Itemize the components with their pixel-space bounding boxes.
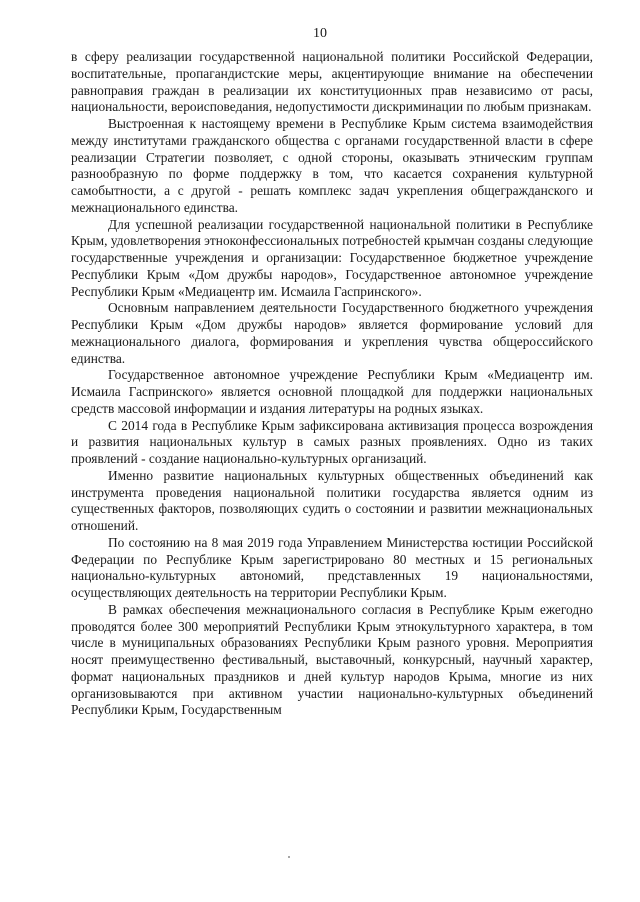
scan-speck [288,856,290,858]
document-body [71,49,593,719]
paragraph-3: Для успешной реализации государственной национальной политики в Республике Крым, удовлетворения этноконфессиональных потребностей крымчан созданы следующие государственные учреждения и организации: Государственное бюджетное учреждение Республики Крым «Дом дружбы народов», Государственное автономное учреждение Республики Крым «Медиацентр им. Исмаила Гаспринского». [71,216,593,299]
paragraph-4: Основным направлением деятельности Государственного бюджетного учреждения Республики Крым «Дом дружбы народов» является формирование условий для межнационального диалога, формирования и укрепления чувства общероссийского единства. [71,300,593,366]
page-number: 10 [313,26,327,41]
paragraph-5: Государственное автономное учреждение Республики Крым «Медиацентр им. Исмаила Гаспринского» является основной площадкой для поддержки национальных средств массовой информации и издания литературы на родных языках. [71,367,593,416]
paragraph-6: С 2014 года в Республике Крым зафиксирована активизация процесса возрождения и развития национальных культур в самых разных проявлениях. Одно из таких проявлений - создание национально-культурных организаций. [71,417,593,466]
paragraph-1: в сферу реализации государственной национальной политики Российской Федерации, воспитательные, пропагандистские меры, акцентирующие внимание на обеспечении равноправия граждан в реализации их конституционных прав независимо от расы, национальности, вероисповедания, недопустимости дискриминации по любым признакам. [71,49,593,115]
paragraph-8: По состоянию на 8 мая 2019 года Управлением Министерства юстиции Российской Федерации по Республике Крым зарегистрировано 80 местных и 15 региональных национально-культурных автономий, представленных 19 национальностями, осуществляющих деятельность на территории Республики Крым. [71,534,593,600]
paragraph-9: В рамках обеспечения межнационального согласия в Республике Крым ежегодно проводятся более 300 мероприятий Республики Крым этнокультурного характера, в том числе в муниципальных образованиях Республики Крым разного уровня. Мероприятия носят преимущественно фестивальный, выставочный, конкурсный, научный характер, формат национальных праздников и дней культур народов Крыма, многие из них организовываются при активном участии национально-культурных объединений Республики Крым, Государственным [71,601,593,718]
paragraph-7: Именно развитие национальных культурных общественных объединений как инструмента проведения национальной политики государства является одним из существенных факторов, позволяющих судить о состоянии и развитии межнациональных отношений. [71,467,593,533]
paragraph-2: Выстроенная к настоящему времени в Республике Крым система взаимодействия между институтами гражданского общества с органами государственной власти в сфере реализации Стратегии позволяет, с одной стороны, оказывать этническим группам разнообразную по форме поддержку в том, что касается сохранения культурной самобытности, а с другой - решать комплекс задач укрепления общегражданского и межнационального единства. [71,116,593,215]
